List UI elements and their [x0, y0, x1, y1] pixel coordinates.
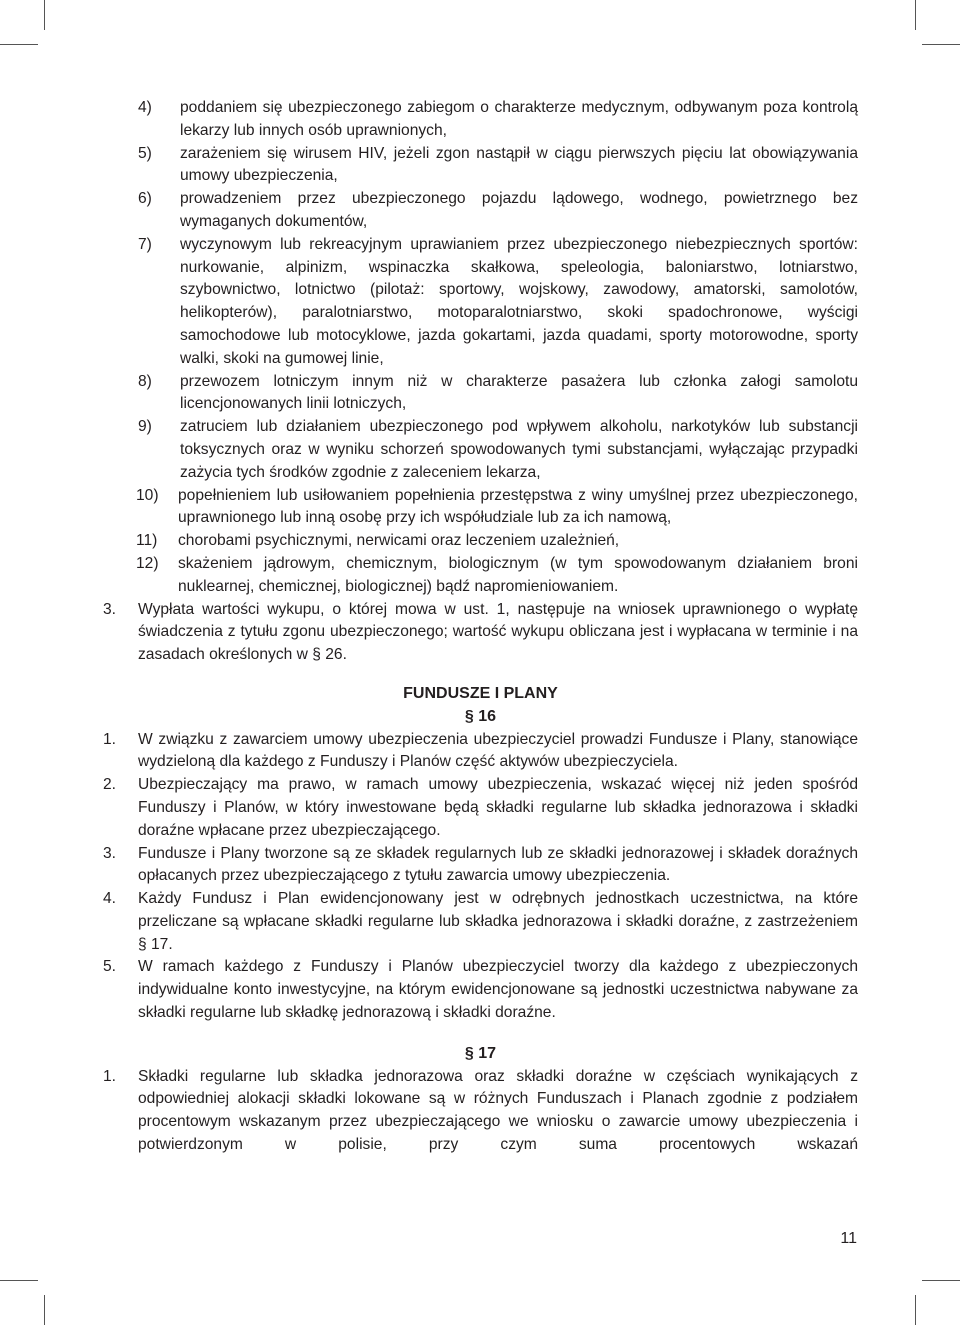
item-number: 1.: [103, 1067, 117, 1085]
item-text: zatruciem lub działaniem ubezpieczonego pod wpływem alkoholu, narkotyków lub substancji toksycznych oraz w wyniku schorzeń spowodowanych tymi substancjami, wyłączając przypadki zażycia tych środków zgodnie z zaleceniem lekarza,: [180, 418, 858, 481]
list-item: [103, 553, 858, 599]
item-text: Każdy Fundusz i Plan ewidencjonowany jest w odrębnych jednostkach uczestnictwa, na które przeliczane są wpłacane składki regularne lub składka jednorazowa i składki doraźne, z zastrzeżeniem § 17.: [138, 890, 858, 953]
list-item: [103, 485, 858, 531]
item-number: 1.: [103, 730, 117, 748]
list-item: [103, 888, 858, 956]
item-text: prowadzeniem przez ubezpieczonego pojazdu lądowego, wodnego, powietrznego bez wymaganych dokumentów,: [180, 190, 858, 230]
list-item: [103, 843, 858, 889]
item-number: 6): [138, 190, 152, 208]
item-text: skażeniem jądrowym, chemicznym, biologicznym (w tym spowodowanym działaniem broni nuklearnej, chemicznej, biologicznej) bądź napromieniowaniem.: [178, 554, 858, 595]
item-number: 5.: [103, 958, 117, 976]
item-text: zarażeniem się wirusem HIV, jeżeli zgon nastąpił w ciągu pierwszych pięciu lat obowiązywania umowy ubezpieczenia,: [180, 144, 858, 185]
item-number: 10): [136, 486, 159, 504]
item-text: Fundusze i Plany tworzone są ze składek regularnych lub ze składki jednorazowej i składek doraźnych opłacanych przez ubezpieczającego z tytułu zawarcia umowy ubezpieczenia.: [138, 844, 858, 885]
item-text: chorobami psychicznymi, nerwicami oraz leczeniem uzależnień,: [178, 532, 620, 550]
list-item: [103, 774, 858, 842]
paragraph-16-list: [103, 729, 858, 1025]
page-number: 11: [840, 1230, 857, 1247]
paragraph-heading: § 16: [464, 707, 497, 725]
item-text: W ramach każdego z Funduszy i Planów ubezpieczyciel tworzy dla każdego z ubezpieczonych indywidualne konto inwestycyjne, na którym ewidencjonowane są jednostki uczestnictwa nabywane za składki regularne lub składkę jednorazową i składki doraźne.: [138, 958, 858, 1022]
document-body: [103, 97, 858, 1157]
section-heading: FUNDUSZE I PLANY: [403, 684, 558, 702]
item-text: W związku z zawarciem umowy ubezpieczenia ubezpieczyciel prowadzi Fundusze i Plany, stanowiące wydzieloną dla każdego z Funduszy i Planów część aktywów ubezpieczyciela.: [138, 730, 858, 771]
item-number: 4): [138, 99, 152, 116]
crop-mark: [44, 1295, 45, 1325]
list-item: [103, 530, 858, 553]
item-number: 3.: [103, 844, 117, 862]
paragraph-17-list: [103, 1066, 858, 1157]
list-item: [103, 234, 858, 371]
list-item: [103, 599, 858, 667]
crop-mark: [44, 0, 45, 30]
item-text: Wypłata wartości wykupu, o której mowa w ust. 1, następuje na wniosek uprawnionego o wypłatę świadczenia z tytułu zgonu ubezpieczonego; wartość wykupu obliczana jest i wypłacana w terminie i na zasadach określonych w § 26.: [138, 600, 858, 664]
item-text: Ubezpieczający ma prawo, w ramach umowy ubezpieczenia, wskazać więcej niż jeden spośród Funduszy i Planów, w który inwestowane będą składki regularne lub składka jednorazowa i składki doraźne wpłacane przez ubezpieczającego.: [138, 776, 858, 839]
list-item: [103, 188, 858, 234]
crop-mark: [915, 1295, 916, 1325]
item-text: wyczynowym lub rekreacyjnym uprawianiem przez ubezpieczonego niebezpiecznych sportów: nurkowanie, alpinizm, wspinaczka skałkowa, speleologia, baloniarstwo, lotniarstwo, szybownictwo, lotnictwo (pilotaż: sportowy, wojskowy, zawodowy, amatorski, samolotów, helikopterów), paralotniarstwo, motoparalotniarstwo, skoki spadochronowe, wyścigi samochodowe lub motocyklowe, jazda gokartami, jazda quadami, sporty motorowodne, sporty walki, skoki na gumowej linie,: [180, 235, 858, 367]
item-number: 4.: [103, 890, 117, 908]
item-number: 9): [138, 418, 152, 436]
list-item: [103, 729, 858, 775]
sub-list: [103, 97, 858, 599]
item-number: 11): [136, 532, 158, 550]
item-number: 7): [138, 235, 152, 253]
item-number: 5): [138, 144, 152, 162]
item-text: poddaniem się ubezpieczonego zabiegom o charakterze medycznym, odbywanym poza kontrolą lekarzy lub innych osób uprawnionych,: [180, 99, 858, 139]
crop-mark: [0, 44, 38, 45]
list-item: [103, 956, 858, 1024]
list-item: [103, 97, 858, 143]
crop-mark: [922, 44, 960, 45]
item-number: 2.: [103, 776, 117, 794]
item-number: 8): [138, 372, 152, 390]
list-item: [103, 371, 858, 417]
crop-mark: [915, 0, 916, 30]
item-text: przewozem lotniczym innym niż w charakterze pasażera lub członka załogi samolotu licencjonowanych linii lotniczych,: [180, 372, 858, 413]
item-text: Składki regularne lub składka jednorazowa oraz składki doraźne w częściach wynikających z odpowiedniej alokacji składki lokowane są w różnych Funduszach i Planach zgodnie z podziałem procentowym wskazanym przez ubezpieczającego we wniosku o zawarcie umowy ubezpieczenia i potwierdzonym w polisie, przy czym suma procentowych wskazań: [138, 1067, 858, 1154]
item-text: popełnieniem lub usiłowaniem popełnienia przestępstwa z winy umyślnej przez ubezpieczonego, uprawnionego lub inną osobę przy ich współudziale lub za ich namową,: [178, 486, 858, 527]
list-item: [103, 416, 858, 484]
item-number: 3.: [103, 600, 117, 618]
list-item: [103, 143, 858, 189]
crop-mark: [922, 1280, 960, 1281]
crop-mark: [0, 1280, 38, 1281]
list-item: [103, 1066, 858, 1157]
paragraph-heading: § 17: [464, 1044, 497, 1062]
item-number: 12): [136, 554, 159, 572]
